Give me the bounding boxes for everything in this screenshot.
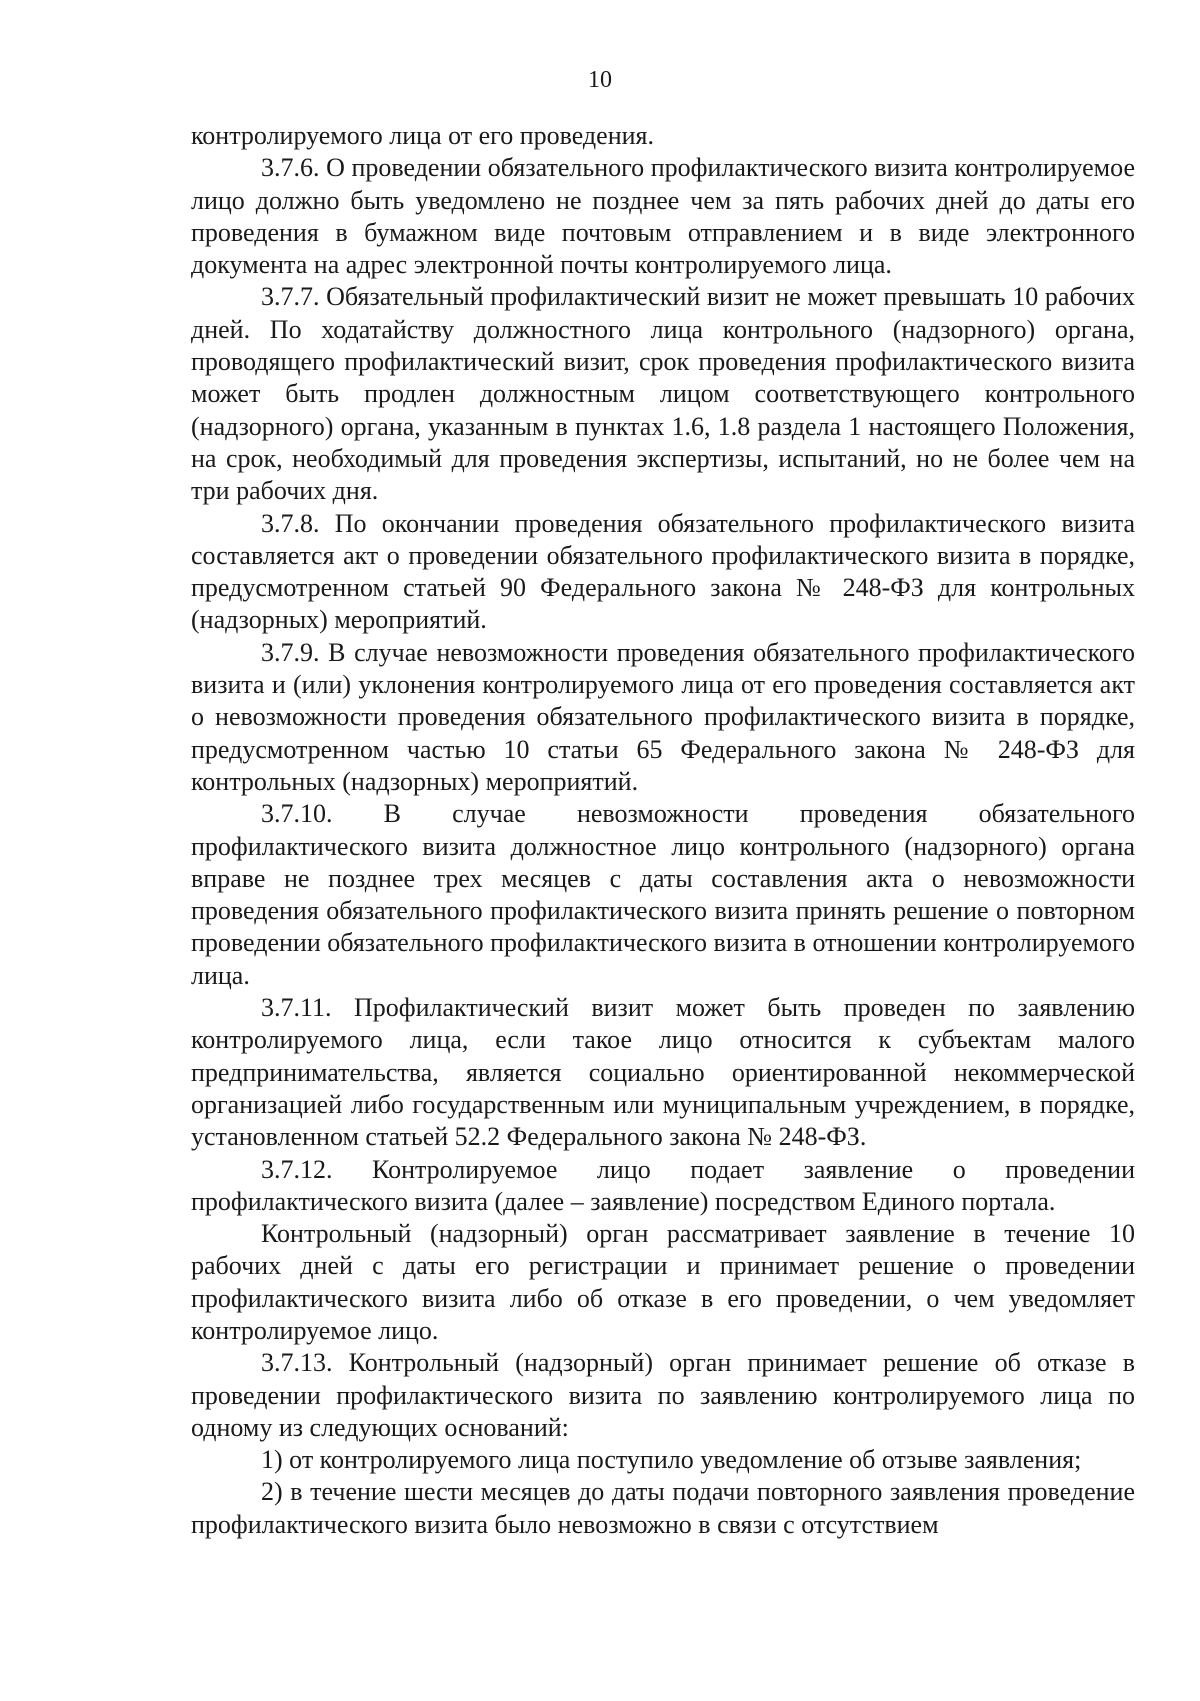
paragraph-3-7-7: 3.7.7. Обязательный профилактический визит не может превышать 10 рабочих дней. По ходатайству должностного лица контрольного (надзорного) органа, проводящего профилактический визит, срок проведения профилактического визита может быть продлен должностным лицом соответствующего контрольного (надзорного) органа, указанным в пунктах 1.6, 1.8 раздела 1 настоящего Положения, на срок, необходимый для проведения экспертизы, испытаний, но не более чем на три рабочих дня. bbox=[191, 282, 1135, 506]
paragraph-3-7-12: 3.7.12. Контролируемое лицо подает заявление о проведении профилактического визита (далее – заявление) посредством Единого портала. bbox=[191, 1154, 1135, 1216]
list-item-1: 1) от контролируемого лица поступило уведомление об отзыве заявления; bbox=[261, 1445, 1082, 1475]
paragraph-review: Контрольный (надзорный) орган рассматривает заявление в течение 10 рабочих дней с даты его регистрации и принимает решение о проведении профилактического визита либо об отказе в его проведении, о чем уведомляет контролируемое лицо. bbox=[191, 1219, 1135, 1345]
paragraph-3-7-8: 3.7.8. По окончании проведения обязательного профилактического визита составляется акт о проведении обязательного профилактического визита в порядке, предусмотренном статьей 90 Федерального закона № 248-ФЗ для контрольных (надзорных) мероприятий. bbox=[191, 508, 1135, 635]
paragraph-3-7-10: 3.7.10. В случае невозможности проведения обязательного профилактического визита должностное лицо контрольного (надзорного) органа вправе не позднее трех месяцев с даты составления акта о невозможности проведения обязательного профилактического визита принять решение о повторном проведении обязательного профилактического визита в отношении контролируемого лица. bbox=[191, 799, 1135, 990]
paragraph-3-7-11: 3.7.11. Профилактический визит может быть проведен по заявлению контролируемого лица, если такое лицо относится к субъектам малого предпринимательства, является социально ориентированной некоммерческой организацией либо государственным или муниципальным учреждением, в порядке, установленном статьей 52.2 Федерального закона № 248-ФЗ. bbox=[191, 993, 1135, 1152]
paragraph-3-7-9: 3.7.9. В случае невозможности проведения обязательного профилактического визита и (или) уклонения контролируемого лица от его проведения составляется акт о невозможности проведения обязательного профилактического визита в порядке, предусмотренном частью 10 статьи 65 Федерального закона № 248-ФЗ для контрольных (надзорных) мероприятий. bbox=[191, 637, 1135, 796]
paragraph-continuation: контролируемого лица от его проведения. bbox=[191, 121, 654, 150]
document-body bbox=[191, 120, 1135, 1541]
page-number: 10 bbox=[588, 67, 612, 93]
list-item-2: 2) в течение шести месяцев до даты подачи повторного заявления проведение профилактического визита было невозможно в связи с отсутствием bbox=[191, 1477, 1135, 1539]
paragraph-3-7-13: 3.7.13. Контрольный (надзорный) орган принимает решение об отказе в проведении профилактического визита по заявлению контролируемого лица по одному из следующих оснований: bbox=[191, 1348, 1135, 1442]
paragraph-3-7-6: 3.7.6. О проведении обязательного профилактического визита контролируемое лицо должно быть уведомлено не позднее чем за пять рабочих дней до даты его проведения в бумажном виде почтовым отправлением и в виде электронного документа на адрес электронной почты контролируемого лица. bbox=[191, 153, 1135, 280]
